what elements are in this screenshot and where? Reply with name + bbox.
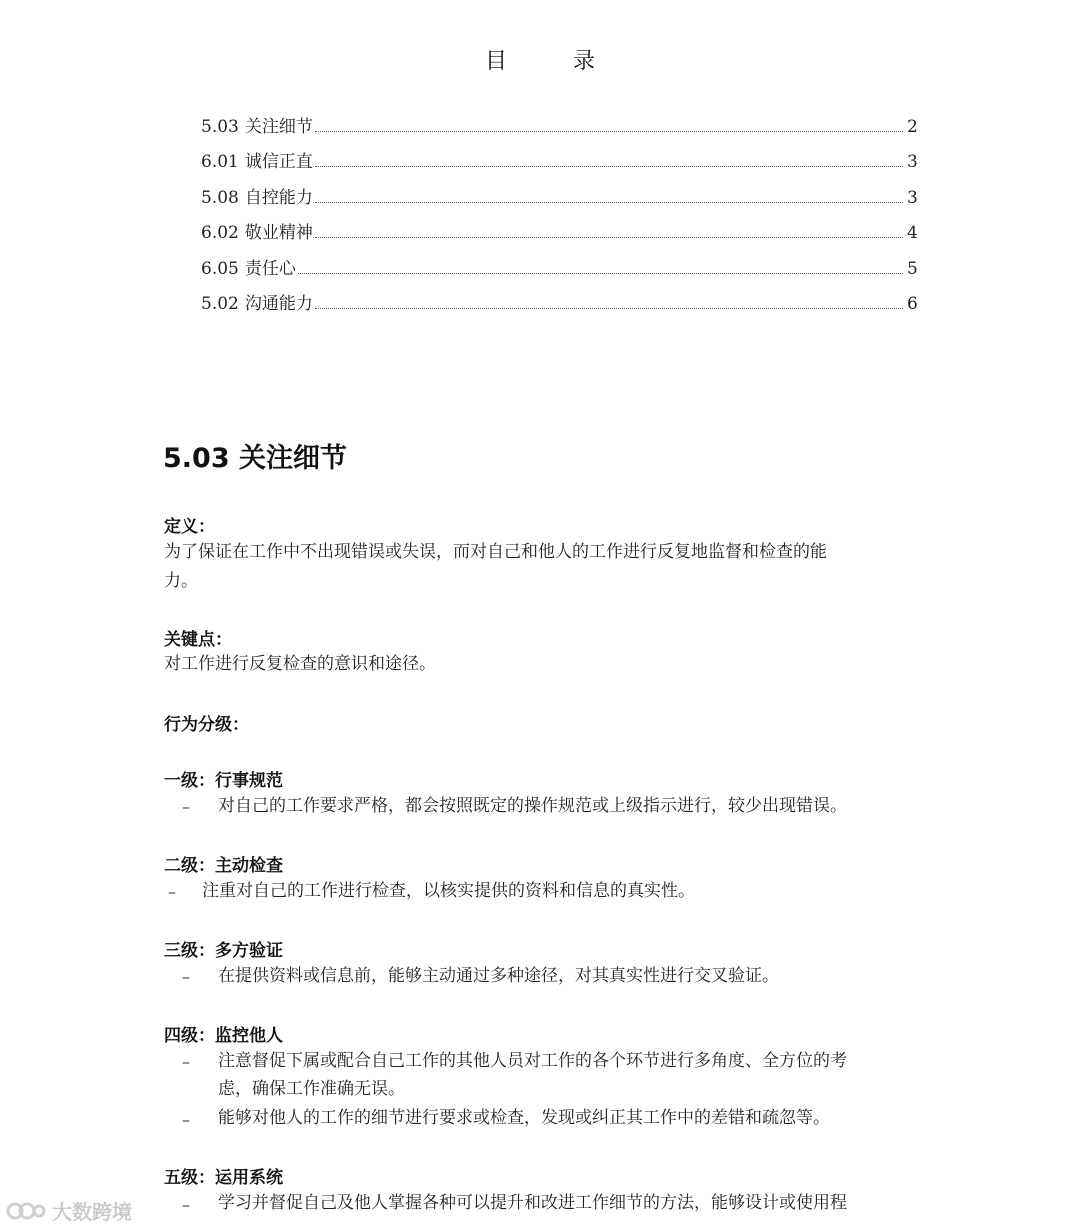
toc-title-char-2: 录	[573, 49, 596, 74]
level-5-title: 五级：运用系统	[164, 1168, 283, 1188]
toc-entry[interactable]	[201, 254, 917, 289]
definition-line-1: 为了保证在工作中不出现错误或失误，而对自己和他人的工作进行反复地监督和检查的能	[164, 542, 827, 562]
bullet-dash: –	[182, 1110, 190, 1129]
toc-entry-label: 关注细节	[244, 117, 313, 137]
toc-leader-dots	[315, 237, 903, 238]
level-2-bullet-1: 注重对自己的工作进行检查，以核实提供的资料和信息的真实性。	[202, 881, 695, 901]
toc-entry-label: 诚信正直	[244, 152, 313, 173]
toc-entry[interactable]	[201, 218, 917, 253]
toc-entry[interactable]	[201, 112, 917, 147]
level-1-bullet-1: 对自己的工作要求严格，都会按照既定的操作规范或上级指示进行，较少出现错误。	[218, 796, 847, 816]
level-5-bullet-1: 学习并督促自己及他人掌握各种可以提升和改进工作细节的方法，能够设计或使用程	[218, 1193, 847, 1213]
level-2-title: 二级：主动检查	[164, 856, 283, 876]
toc-entry-page: 3	[907, 187, 918, 208]
definition-line-2: 力。	[164, 571, 198, 591]
toc-leader-dots	[315, 131, 903, 132]
level-3-bullet-1: 在提供资料或信息前，能够主动通过多种途径，对其真实性进行交叉验证。	[218, 966, 779, 986]
level-3-title: 三级：多方验证	[164, 941, 283, 961]
table-of-contents	[201, 112, 917, 324]
watermark	[6, 1196, 132, 1225]
grading-label: 行为分级：	[164, 715, 249, 735]
bullet-dash: –	[168, 882, 176, 901]
toc-leader-dots	[315, 202, 903, 203]
level-1-title: 一级：行事规范	[164, 771, 283, 791]
toc-entry-number: 6.05	[201, 258, 239, 279]
level-4-bullet-2: 能够对他人的工作的细节进行要求或检查，发现或纠正其工作中的差错和疏忽等。	[218, 1108, 830, 1128]
level-4-bullet-1-line-1: 注意督促下属或配合自己工作的其他人员对工作的各个环节进行多角度、全方位的考	[218, 1051, 847, 1071]
toc-leader-dots	[298, 273, 903, 274]
watermark-logo-icon	[6, 1198, 46, 1224]
bullet-dash: –	[182, 967, 190, 986]
toc-leader-dots	[315, 308, 903, 309]
bullet-dash: –	[182, 1052, 190, 1071]
toc-entry-label: 责任心	[244, 258, 296, 279]
keypoint-label: 关键点：	[164, 630, 232, 650]
toc-title-char-1: 目	[484, 49, 507, 74]
toc-entry-number: 6.02	[201, 223, 239, 244]
section-title: 5.03 关注细节	[163, 443, 348, 474]
definition-label: 定义：	[164, 517, 215, 537]
toc-entry[interactable]	[201, 147, 917, 182]
level-4-bullet-1-line-2: 虑，确保工作准确无误。	[218, 1079, 405, 1099]
toc-entry-number: 6.01	[201, 152, 239, 173]
toc-entry-number: 5.08	[201, 187, 239, 208]
toc-entry-page: 4	[907, 223, 918, 244]
toc-entry-page: 5	[907, 258, 918, 279]
toc-entry-page: 3	[907, 152, 918, 173]
toc-entry-number: 5.02	[201, 293, 239, 314]
toc-entry[interactable]	[201, 289, 917, 324]
toc-entry-label: 自控能力	[244, 187, 313, 208]
toc-leader-dots	[315, 166, 903, 167]
toc-entry-page: 6	[907, 293, 918, 314]
keypoint-text: 对工作进行反复检查的意识和途径。	[164, 654, 436, 674]
toc-entry-number: 5.03	[201, 117, 239, 137]
bullet-dash: –	[182, 797, 190, 816]
toc-entry-label: 沟通能力	[244, 293, 313, 314]
toc-entry[interactable]	[201, 183, 917, 218]
bullet-dash: –	[182, 1195, 190, 1214]
watermark-text: 大数跨境	[52, 1200, 132, 1224]
level-4-title: 四级：监控他人	[164, 1026, 283, 1046]
toc-entry-page: 2	[907, 117, 918, 137]
toc-entry-label: 敬业精神	[244, 223, 313, 244]
toc-title	[0, 44, 1080, 75]
